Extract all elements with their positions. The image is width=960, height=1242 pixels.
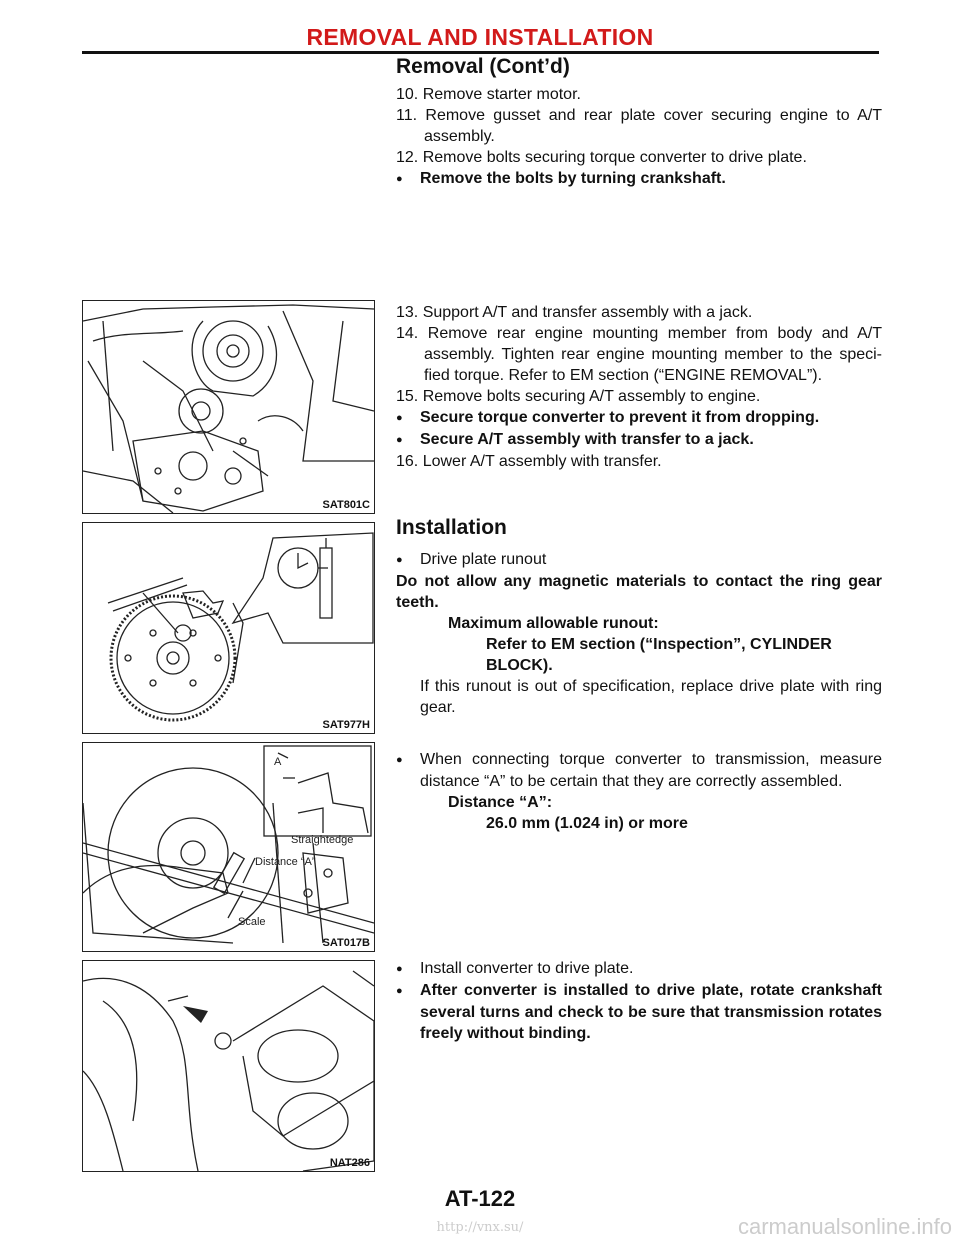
runout-note: If this runout is out of specification, replace drive plate with ring gear.	[420, 678, 882, 716]
magnetic-warning: Do not allow any magnetic materials to contact the ring gear teeth.	[396, 573, 882, 611]
engine-underside-illustration	[83, 301, 374, 513]
bullet-icon: ●	[396, 985, 403, 997]
drive-plate-runout-illustration	[83, 523, 374, 733]
section-subtitle: Removal (Cont’d)	[396, 55, 570, 78]
watermark: carmanualsonline.info	[737, 1214, 952, 1239]
label-scale: Scale	[238, 916, 266, 928]
page-number: AT-122	[444, 1186, 516, 1211]
installation-distance-a	[396, 749, 882, 834]
section-title: REMOVAL AND INSTALLATION	[306, 24, 654, 50]
distance-a-measurement-illustration	[83, 743, 374, 951]
bullet-drive-plate-runout: ● Drive plate runout	[396, 549, 882, 571]
bullet-install-converter: ● Install converter to drive plate.	[396, 958, 882, 980]
bullet-secure-at: ● Secure A/T assembly with transfer to a jack.	[396, 429, 882, 451]
bullet-measure-distance: ● When connecting torque converter to transmission, measure distance “A” to be certain that they are correctly assembled.	[396, 751, 882, 790]
footer-url[interactable]: http://vnx.su/	[436, 1220, 524, 1235]
label-distance-a: Distance “A”	[255, 856, 316, 868]
removal-steps-1	[396, 84, 882, 190]
figure-code: SAT801C	[322, 499, 370, 511]
bullet-icon: ●	[396, 963, 403, 975]
figure-code: SAT017B	[322, 937, 370, 949]
label-straightedge: Straightedge	[291, 834, 354, 846]
installation-final	[396, 958, 882, 1044]
step-15: 15. Remove bolts securing A/T assembly to engine.	[396, 388, 761, 405]
bullet-rotate-crankshaft: ● After converter is installed to drive plate, rotate crankshaft several turns and check to be sure that transmission rotates freely without binding.	[396, 982, 882, 1042]
runout-spec-value: Refer to EM section (“Inspection”, CYLINDER BLOCK).	[486, 636, 832, 674]
converter-installation-illustration	[83, 961, 374, 1171]
bullet-icon: ●	[396, 754, 403, 766]
step-13: 13. Support A/T and transfer assembly with a jack.	[396, 304, 753, 321]
figure-sat801c	[82, 300, 375, 514]
removal-steps-2	[396, 302, 882, 472]
distance-spec-value: 26.0 mm (1.024 in) or more	[486, 815, 688, 832]
label-a: A	[274, 756, 282, 768]
step-16: 16. Lower A/T assembly with transfer.	[396, 453, 662, 470]
arrow-icon	[183, 1006, 208, 1023]
step-12: 12. Remove bolts securing torque converter to drive plate.	[396, 149, 807, 166]
bullet-icon: ●	[396, 554, 403, 566]
installation-heading: Installation	[396, 516, 507, 539]
figure-sat977h	[82, 522, 375, 734]
header-rule	[82, 51, 879, 54]
distance-spec-label: Distance “A”:	[448, 794, 553, 811]
figure-nat286	[82, 960, 375, 1172]
step-10: 10. Remove starter motor.	[396, 86, 581, 103]
step-14: 14. Remove rear engine mounting member from body and A/T assembly. Tighten rear engine mounting member to the speci-fied torque. Refer to EM section (“ENGINE REMOVAL”).	[396, 325, 882, 384]
installation-runout	[396, 549, 882, 718]
bullet-secure-converter: ● Secure torque converter to prevent it from dropping.	[396, 407, 882, 429]
bullet-icon: ●	[396, 434, 403, 446]
runout-spec-label: Maximum allowable runout:	[448, 615, 659, 632]
figure-code: NAT286	[329, 1157, 370, 1169]
figure-code: SAT977H	[322, 719, 370, 731]
bullet-remove-bolts: ● Remove the bolts by turning crankshaft.	[396, 168, 882, 190]
step-11: 11. Remove gusset and rear plate cover securing engine to A/T assembly.	[396, 107, 882, 145]
bullet-icon: ●	[396, 173, 403, 185]
bullet-icon: ●	[396, 412, 403, 424]
figure-sat017b	[82, 742, 375, 952]
